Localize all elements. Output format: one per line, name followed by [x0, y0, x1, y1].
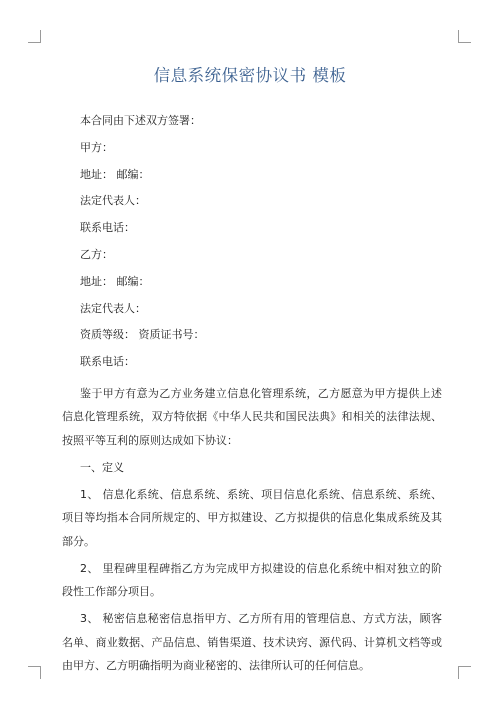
party-b-label: 乙方： [80, 247, 113, 261]
party-a-phone: 联系电话： [80, 221, 135, 235]
crop-mark-bottom-left [28, 666, 41, 679]
party-a-address: 地址： 邮编： [80, 167, 150, 181]
crop-mark-bottom-right [458, 666, 471, 679]
party-b-phone: 联系电话： [80, 355, 135, 369]
document-title: 信息系统保密协议书 模板 [153, 66, 347, 85]
party-b-qualification: 资质等级： 资质证书号： [80, 328, 205, 342]
party-a-representative: 法定代表人： [80, 194, 146, 208]
party-b-address: 地址： 邮编： [80, 274, 150, 288]
document-body [62, 114, 442, 681]
definition-paragraph-1: 1、 信息化系统、信息系统、系统、项目信息化系统、信息系统、系统、项目等均指本合同所规定的、甲方拟建设、乙方拟提供的信息化集成系统及其部分。 [62, 487, 442, 548]
preamble-paragraph: 鉴于甲方有意为乙方业务建立信息化管理系统，乙方愿意为甲方提供上述信息化管理系统，双方特依据《中华人民共和国民法典》和相关的法律法规、按照平等互利的原则达成如下协议： [62, 386, 442, 447]
party-b-representative: 法定代表人： [80, 301, 146, 315]
crop-mark-top-left [28, 30, 41, 43]
party-a-label: 甲方： [80, 140, 113, 154]
definition-paragraph-3: 3、 秘密信息秘密信息指甲方、乙方所有用的管理信息、方式方法，顾客名单、商业数据、产品信息、销售渠道、技术诀窍、源代码、计算机文档等或由甲方、乙方明确指明为商业秘密的、法律所认可的任何信息。 [62, 612, 442, 673]
intro-line: 本合同由下述双方签署： [80, 114, 201, 127]
definition-paragraph-2: 2、 里程碑里程碑指乙方为完成甲方拟建设的信息化系统中相对独立的阶段性工作部分项目。 [62, 561, 442, 599]
section-heading-definitions: 一、定义 [80, 460, 124, 474]
crop-mark-top-right [458, 30, 471, 43]
